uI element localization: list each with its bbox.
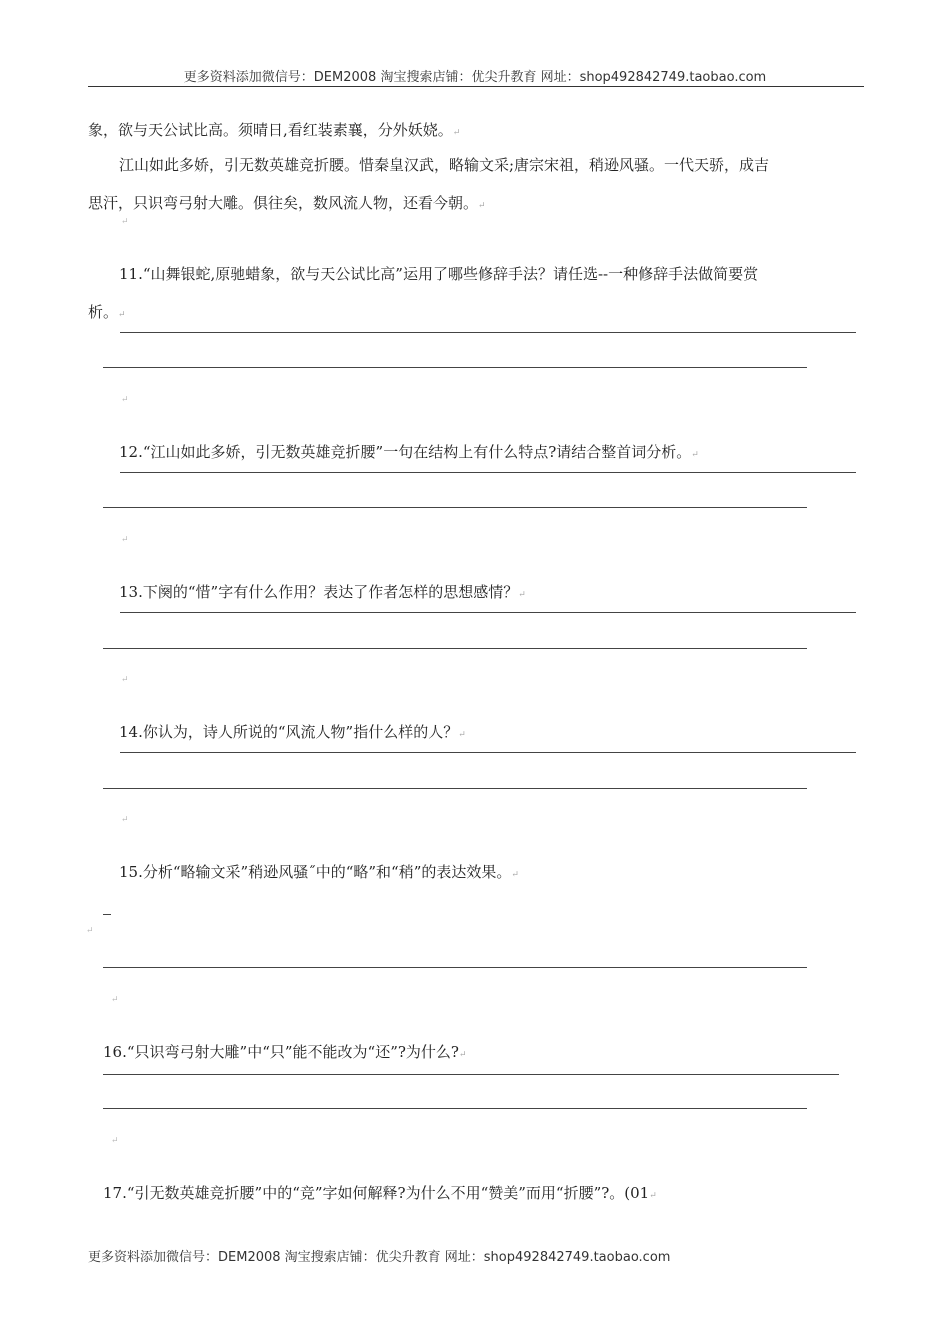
poem-line-1: 象，欲与天公试比高。须晴日,看红装素襄，分外妖娆。↵ (88, 121, 461, 139)
question-13: 13.下阕的“惜”字有什么作用？表达了作者怎样的思想感情？↵ (119, 583, 526, 601)
answer-line[interactable] (103, 788, 807, 789)
answer-line[interactable] (103, 648, 807, 649)
paragraph-mark: ↵ (121, 675, 129, 685)
paragraph-mark: ↵ (121, 395, 129, 405)
answer-line[interactable] (103, 1074, 839, 1075)
paragraph-mark: ↵ (86, 926, 94, 936)
answer-line[interactable] (103, 967, 807, 968)
page-header: 更多资料添加微信号：DEM2008 淘宝搜索店铺：优尖升教育 网址：shop492842749.taobao.com (183, 70, 767, 85)
paragraph-mark: ↵ (121, 535, 129, 545)
answer-line[interactable] (103, 1108, 807, 1109)
answer-line[interactable] (103, 367, 807, 368)
question-11: 11.“山舞银蛇,原驰蜡象，欲与天公试比高”运用了哪些修辞手法？请任选--一种修辞手法做简要赏 (119, 265, 759, 283)
answer-line[interactable] (120, 332, 856, 333)
question-12: 12.“江山如此多娇，引无数英雄竞折腰”一句在结构上有什么特点?请结合整首词分析。↵ (119, 443, 699, 461)
question-14: 14.你认为，诗人所说的“风流人物”指什么样的人？↵ (119, 723, 466, 741)
question-11-cont: 析。↵ (88, 303, 126, 321)
paragraph-mark: ↵ (121, 815, 129, 825)
question-17: 17.“引无数英雄竞折腰”中的“竞”字如何解释?为什么不用“赞美”而用“折腰”?。(01↵ (103, 1184, 657, 1202)
answer-line[interactable] (120, 612, 856, 613)
header-rule (88, 86, 864, 87)
paragraph-mark: ↵ (121, 217, 129, 227)
answer-line[interactable] (120, 752, 856, 753)
answer-line[interactable] (103, 507, 807, 508)
answer-line-stub (103, 914, 111, 915)
paragraph-mark: ↵ (111, 995, 119, 1005)
paragraph-mark: ↵ (111, 1136, 119, 1146)
question-16: 16.“只识弯弓射大雕”中“只”能不能改为“还”?为什么?↵ (103, 1043, 467, 1061)
answer-line[interactable] (120, 472, 856, 473)
page-footer: 更多资料添加微信号：DEM2008 淘宝搜索店铺：优尖升教育 网址：shop492842749.taobao.com (88, 1250, 671, 1265)
poem-line-2: 江山如此多娇，引无数英雄竞折腰。惜秦皇汉武，略输文采;唐宗宋祖，稍逊风骚。一代天骄，成吉 (119, 156, 770, 174)
poem-line-3: 思汗，只识弯弓射大雕。俱往矣，数风流人物，还看今朝。↵ (88, 194, 486, 212)
question-15: 15.分析“略输文采”稍逊风骚˝中的“略”和“稍”的表达效果。↵ (119, 863, 519, 881)
